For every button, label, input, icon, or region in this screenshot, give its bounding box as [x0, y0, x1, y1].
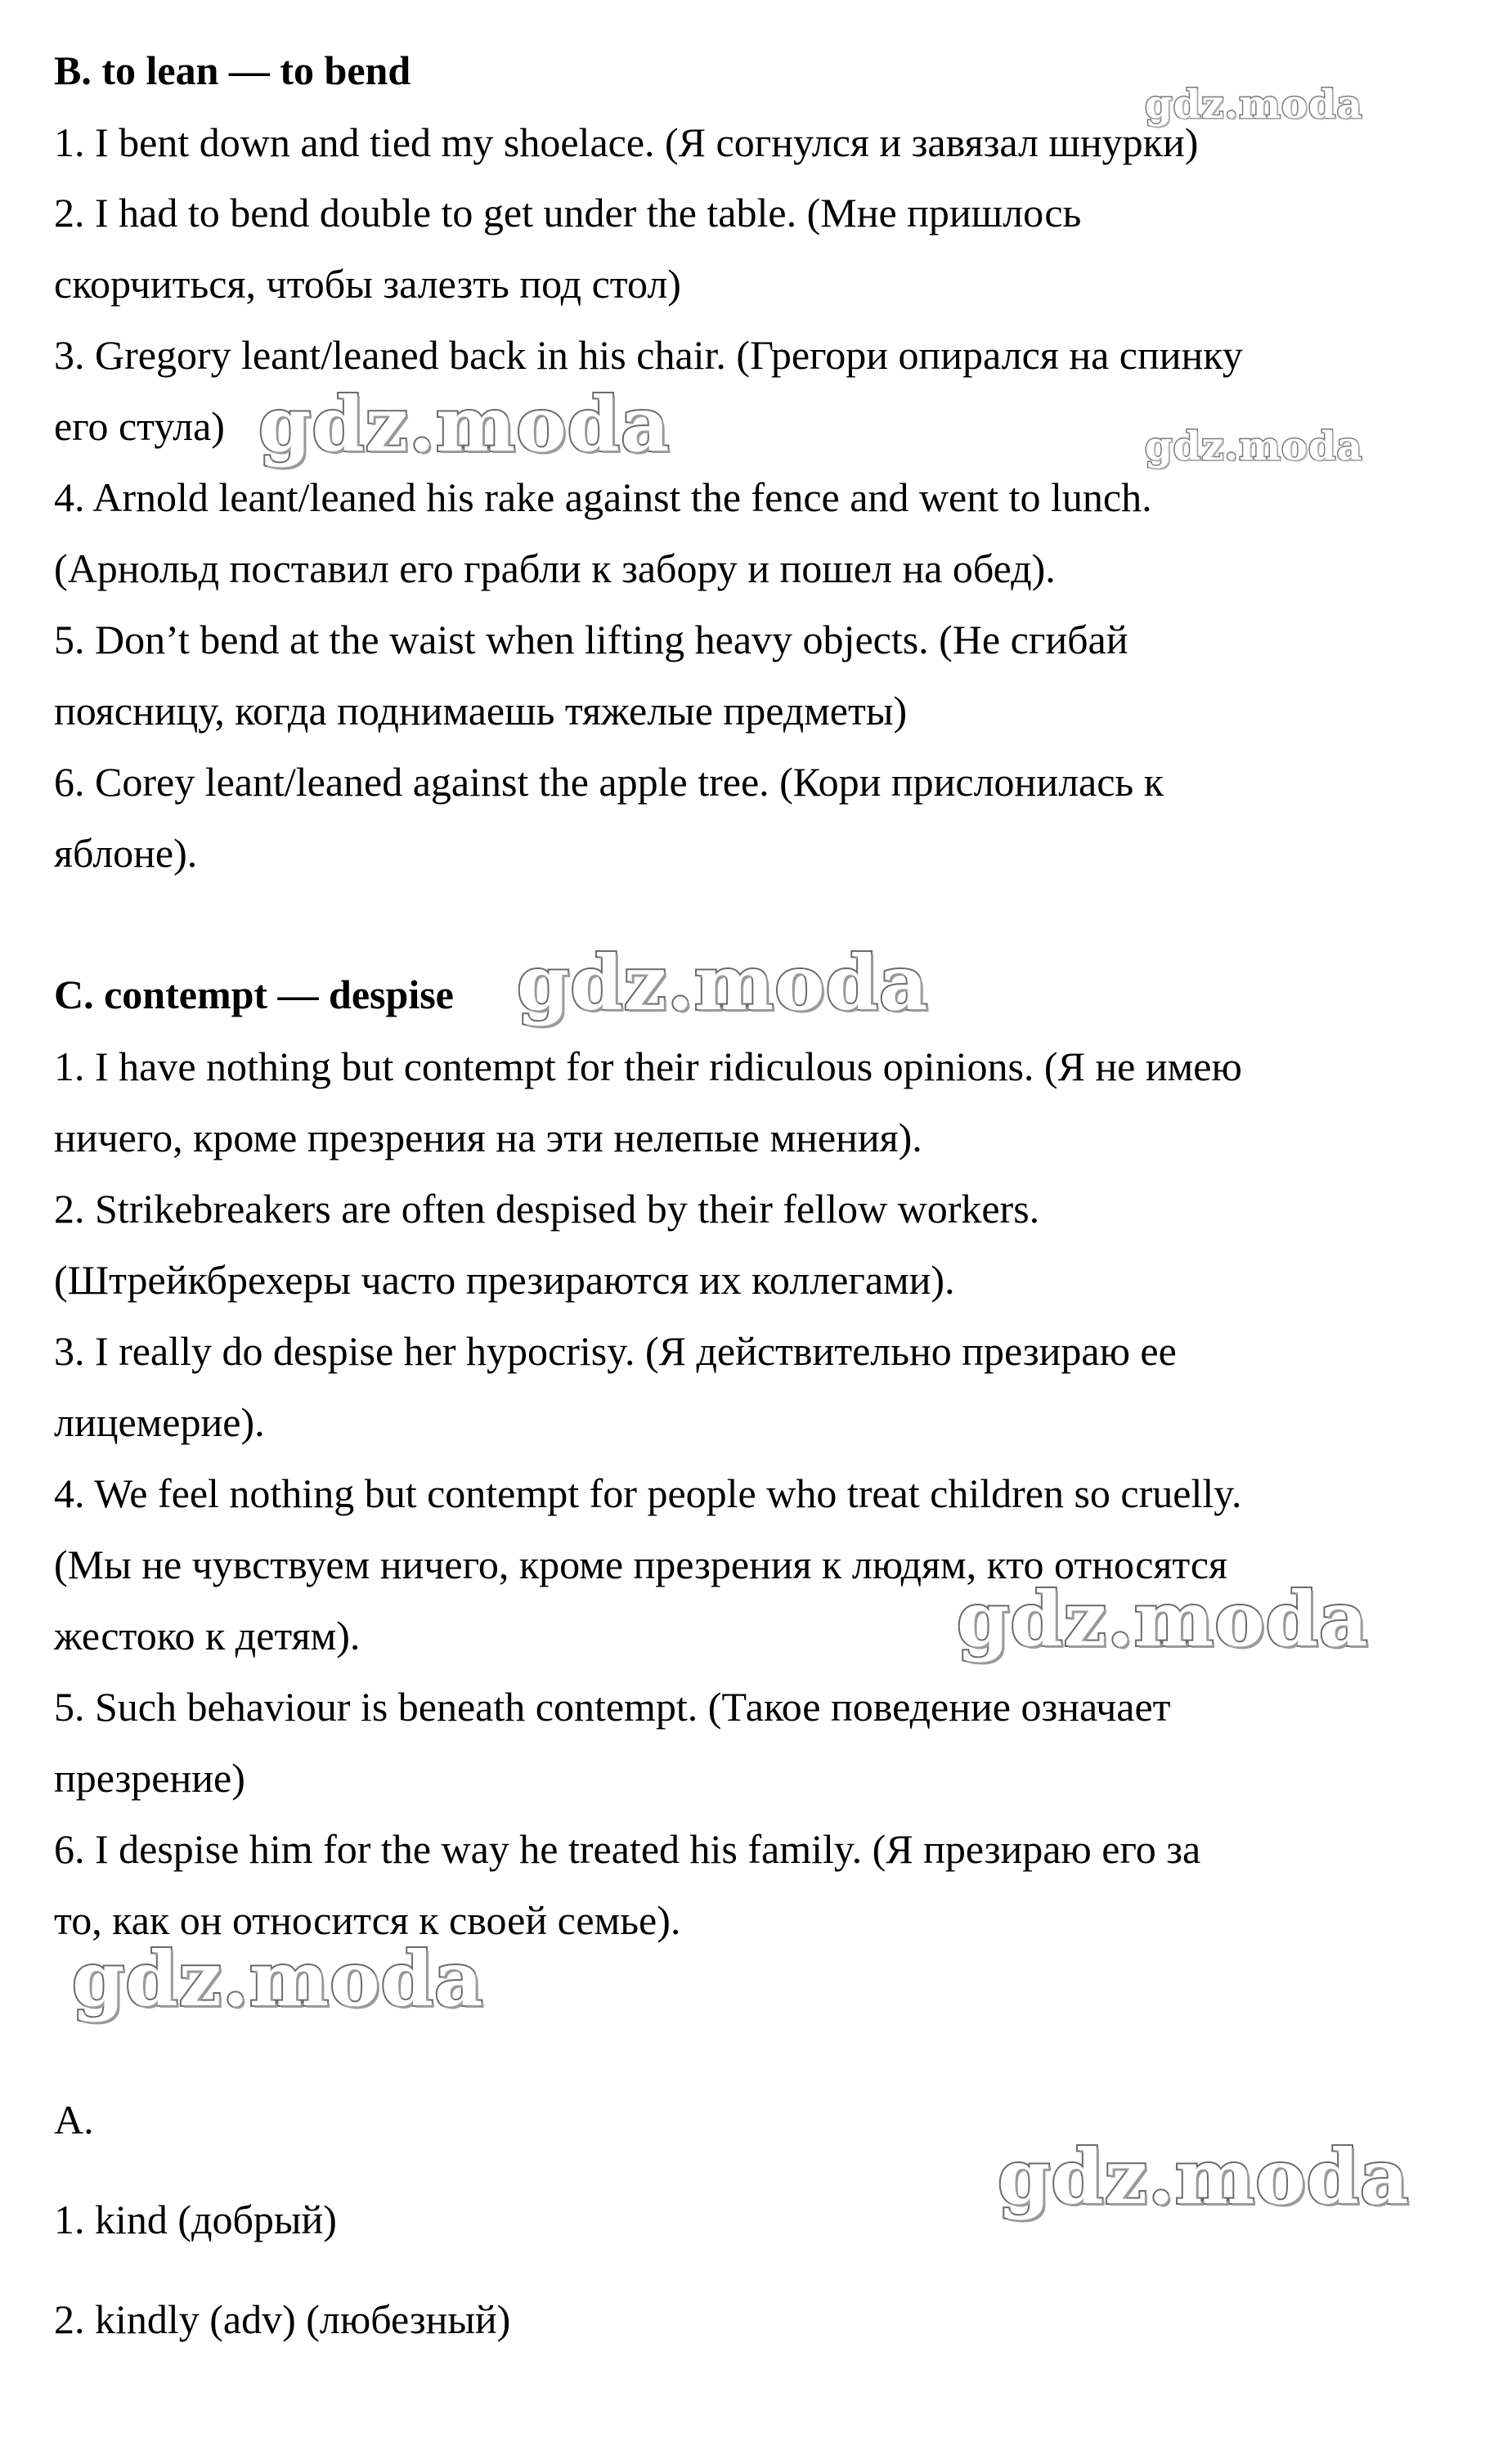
section-c-line: ничего, кроме презрения на эти нелепые мнения).: [54, 1115, 922, 1160]
watermark: gdz.moda: [1145, 82, 1363, 128]
section-b-line: 5. Don’t bend at the waist when lifting heavy objects. (Не сгибай: [54, 617, 1128, 662]
section-c-line: презрение): [54, 1755, 245, 1801]
section-c-line: то, как он относится к своей семье).: [54, 1897, 681, 1943]
watermark: gdz.moda: [258, 380, 671, 469]
section-c-heading: C. contempt — despise: [54, 972, 454, 1017]
section-b-line: (Арнольд поставил его грабли к забору и пошел на обед).: [54, 545, 1056, 591]
section-b-line: 4. Arnold leant/leaned his rake against the fence and went to lunch.: [54, 474, 1152, 520]
section-b-line: его стула): [54, 403, 225, 449]
section-c-line: (Мы не чувствуем ничего, кроме презрения к людям, кто относятся: [54, 1542, 1228, 1587]
watermark: gdz.moda: [957, 1575, 1369, 1663]
watermark: gdz.moda: [72, 1935, 484, 2023]
section-c-line: 1. I have nothing but contempt for their ridiculous opinions. (Я не имею: [54, 1043, 1242, 1089]
section-c-line: 5. Such behaviour is beneath contempt. (Такое поведение означает: [54, 1684, 1171, 1730]
section-c-line: 6. I despise him for the way he treated his family. (Я презираю его за: [54, 1826, 1201, 1872]
section-c-line: лицемерие).: [54, 1399, 265, 1445]
section-b-line: 2. I had to bend double to get under the table. (Мне пришлось: [54, 190, 1082, 236]
section-c-line: 2. Strikebreakers are often despised by their fellow workers.: [54, 1186, 1040, 1232]
watermark: gdz.moda: [1145, 424, 1363, 469]
section-b-line: яблоне).: [54, 830, 198, 876]
section-c-line: жестоко к детям).: [54, 1613, 361, 1658]
section-b-line: 3. Gregory leant/leaned back in his chair. (Грегори опирался на спинку: [54, 332, 1243, 378]
section-b-heading: B. to lean — to bend: [54, 47, 411, 93]
section-b-line: 6. Corey leant/leaned against the apple tree. (Кори прислонилась к: [54, 759, 1164, 805]
section-a-line: 1. kind (добрый): [54, 2197, 337, 2242]
watermark: gdz.moda: [517, 939, 929, 1027]
section-b-line: скорчиться, чтобы залезть под стол): [54, 261, 681, 307]
section-b-line: поясницу, когда поднимаешь тяжелые предметы): [54, 688, 908, 734]
section-a-heading: A.: [54, 2097, 94, 2143]
section-c-line: (Штрейкбрехеры часто презираются их коллегами).: [54, 1257, 955, 1303]
watermark: gdz.moda: [998, 2133, 1410, 2221]
section-c-line: 3. I really do despise her hypocrisy. (Я действительно презираю ее: [54, 1328, 1177, 1374]
section-a-line: 2. kindly (adv) (любезный): [54, 2296, 511, 2342]
section-b-line: 1. I bent down and tied my shoelace. (Я согнулся и завязал шнурки): [54, 119, 1199, 165]
section-c-line: 4. We feel nothing but contempt for people who treat children so cruelly.: [54, 1470, 1242, 1516]
